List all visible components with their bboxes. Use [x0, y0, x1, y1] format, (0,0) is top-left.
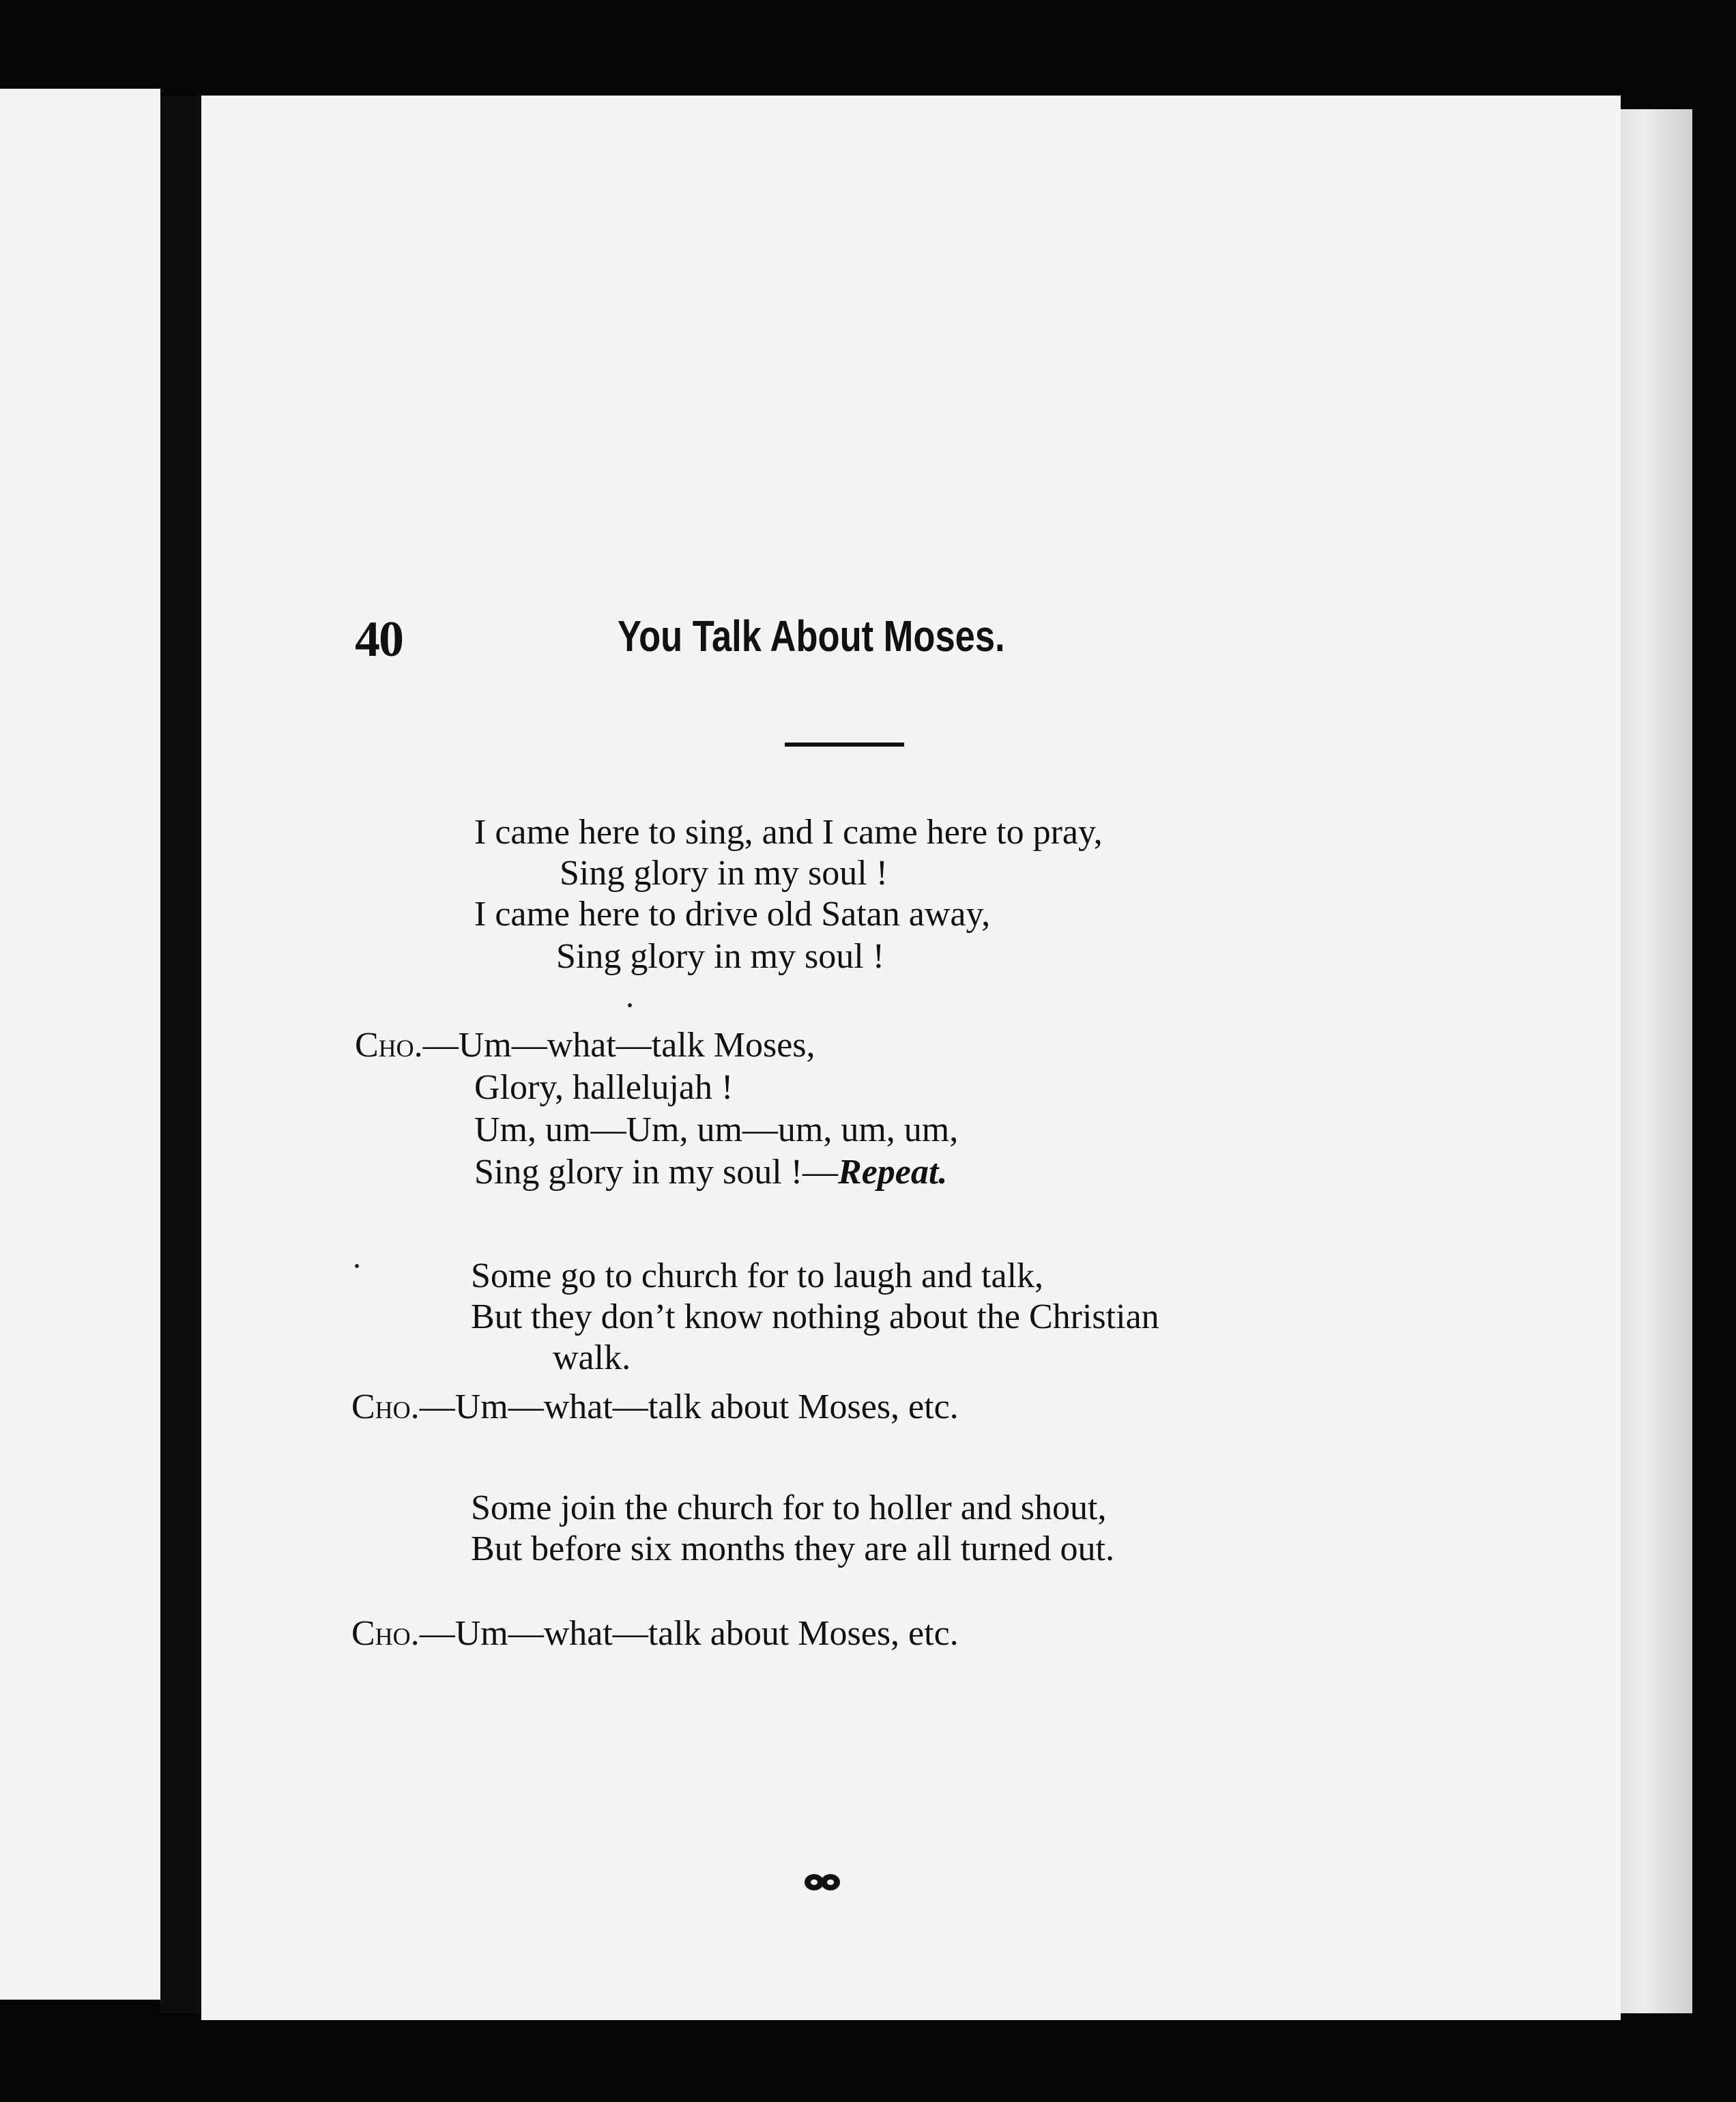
chorus-line: Glory, hallelujah !	[474, 1068, 734, 1107]
page-number: 40	[355, 611, 403, 667]
chorus-text: Sing glory in my soul !—	[474, 1153, 839, 1192]
chorus-label: Cho.	[351, 1614, 420, 1653]
chorus-line	[355, 1025, 815, 1066]
verse-line: I came here to drive old Satan away,	[474, 895, 991, 934]
printer-ornament-icon	[802, 1870, 843, 1895]
verse-line: walk.	[553, 1338, 631, 1377]
chorus-text: —Um—what—talk about Moses, etc.	[419, 1614, 959, 1653]
chorus-line	[351, 1613, 959, 1654]
book-page	[201, 96, 1621, 2020]
song-title: You Talk About Moses.	[618, 611, 1005, 661]
chorus-line	[351, 1387, 959, 1428]
verse-line: Some join the church for to holler and shout,	[471, 1488, 1107, 1527]
chorus-label: Cho.	[355, 1026, 423, 1065]
scan-speck	[355, 1264, 359, 1268]
chorus-text: —Um—what—talk Moses,	[422, 1026, 815, 1065]
verse-line: Some go to church for to laugh and talk,	[471, 1256, 1044, 1295]
repeat-instruction: Repeat.	[838, 1153, 948, 1192]
chorus-line: Um, um—Um, um—um, um, um,	[474, 1110, 959, 1149]
book-spine-shadow	[160, 96, 201, 2013]
verse-line: I came here to sing, and I came here to pray,	[474, 813, 1103, 852]
chorus-label: Cho.	[351, 1387, 420, 1426]
chorus-text: —Um—what—talk about Moses, etc.	[419, 1387, 959, 1426]
verse-line: But before six months they are all turned out.	[471, 1529, 1115, 1568]
chorus-line	[474, 1152, 947, 1193]
verse-line: But they don’t know nothing about the Christian	[471, 1297, 1159, 1336]
title-rule	[785, 743, 904, 747]
verse-line: Sing glory in my soul !	[556, 937, 885, 976]
verse-line: Sing glory in my soul !	[560, 854, 888, 893]
facing-page-edge	[0, 89, 160, 2000]
scan-speck	[628, 1003, 632, 1007]
